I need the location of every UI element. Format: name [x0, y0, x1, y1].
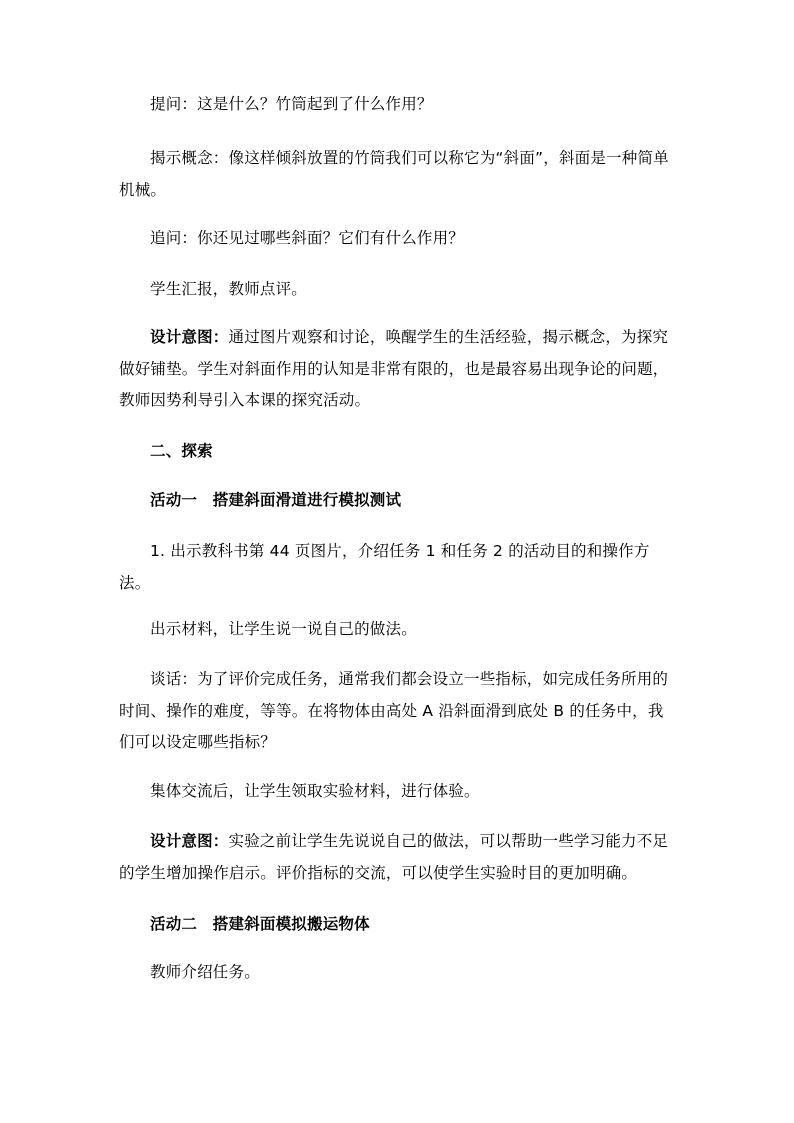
paragraph-teacher-introduces-task: 教师介绍任务。 [150, 963, 260, 981]
activity-heading-2: 活动二 搭建斜面模拟搬运物体 [150, 915, 370, 933]
paragraph-collect-materials: 集体交流后，让学生领取实验材料，进行体验。 [150, 782, 480, 800]
activity-heading-1: 活动一 搭建斜面滑道进行模拟测试 [150, 491, 402, 509]
design-intent-label: 设计意图： [150, 328, 229, 346]
paragraph-design-intent-1 [119, 322, 679, 417]
paragraph-discussion: 谈话：为了评价完成任务，通常我们都会设立一些指标，如完成任务所用的时间、操作的难度，等等。在将物体由高处 A 沿斜面滑到底处 B 的任务中，我们可以设定哪些指标？ [119, 670, 669, 751]
paragraph-followup-question: 追问：你还见过哪些斜面？它们有什么作用？ [150, 229, 465, 247]
design-intent-text: 通过图片观察和讨论，唤醒学生的生活经验，揭示概念，为探究做好铺垫。学生对斜面作用的认知是非常有限的，也是最容易出现争论的问题，教师因势利导引入本课的探究活动。 [119, 328, 669, 409]
paragraph-design-intent-2 [119, 826, 679, 889]
paragraph-concept: 揭示概念：像这样倾斜放置的竹筒我们可以称它为“斜面”，斜面是一种简单机械。 [119, 149, 669, 199]
paragraph-question: 提问：这是什么？竹筒起到了什么作用？ [150, 95, 433, 113]
paragraph-show-materials: 出示材料，让学生说一说自己的做法。 [150, 620, 417, 638]
paragraph-show-textbook: 1. 出示教科书第 44 页图片，介绍任务 1 和任务 2 的活动目的和操作方法。 [119, 542, 650, 592]
design-intent-text: 实验之前让学生先说说自己的做法，可以帮助一些学习能力不足的学生增加操作启示。评价指标的交流，可以使学生实验时目的更加明确。 [119, 832, 669, 882]
section-heading-explore: 二、探索 [150, 442, 213, 460]
paragraph-student-report: 学生汇报，教师点评。 [150, 280, 308, 298]
design-intent-label: 设计意图： [150, 832, 229, 850]
